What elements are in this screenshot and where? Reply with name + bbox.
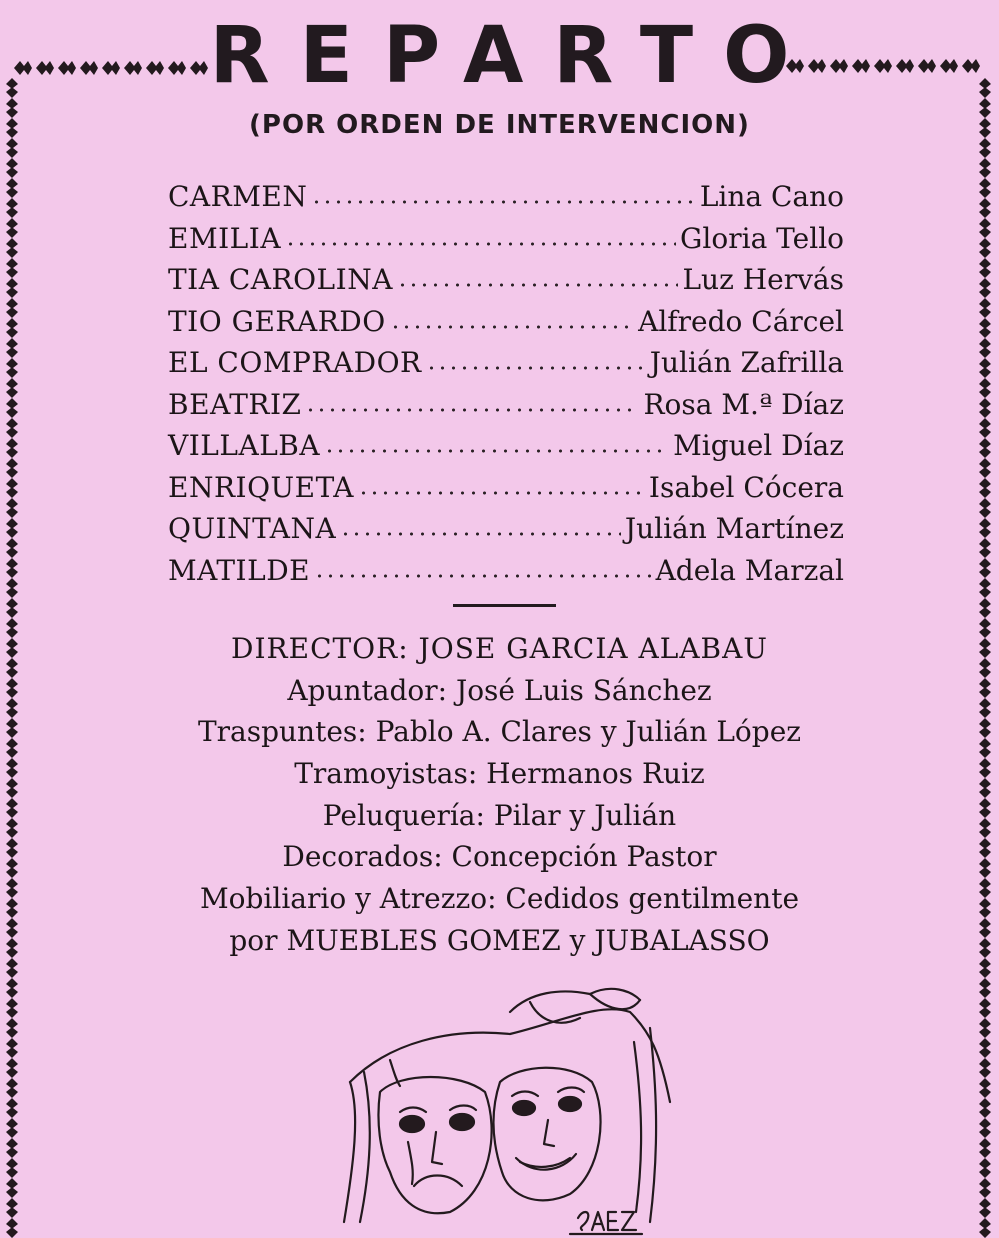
cast-row — [168, 259, 844, 301]
cast-row — [168, 384, 844, 426]
cast-role: TIO GERARDO — [168, 304, 386, 338]
theater-masks-icon — [330, 972, 680, 1238]
cast-role: QUINTANA — [168, 512, 337, 545]
page-title: REPARTO — [209, 11, 820, 101]
cast-role: ENRIQUETA — [168, 470, 354, 504]
cast-role: VILLALBA — [168, 429, 321, 462]
dot-leader — [285, 242, 676, 246]
cast-role: BEATRIZ — [168, 387, 302, 421]
cast-actor: Miguel Díaz — [673, 429, 844, 462]
cast-row — [168, 176, 844, 218]
cast-row — [168, 301, 844, 343]
dot-leader — [311, 200, 695, 204]
dot-leader — [426, 366, 646, 370]
cast-row — [168, 342, 844, 384]
credit-sets: Decorados: Concepción Pastor — [282, 840, 717, 874]
dot-leader — [397, 283, 679, 287]
cast-actor: Isabel Cócera — [648, 470, 844, 504]
credits-block — [0, 628, 999, 962]
credit-prompter: Apuntador: José Luis Sánchez — [287, 673, 712, 707]
cast-role: CARMEN — [168, 180, 308, 213]
credit-hair: Peluquería: Pilar y Julián — [322, 798, 677, 832]
cast-role: EL COMPRADOR — [168, 346, 422, 379]
credit-stagehands: Traspuntes: Pablo A. Clares y Julián López — [197, 715, 802, 749]
dot-leader — [314, 574, 652, 578]
cast-row — [168, 508, 844, 550]
cast-actor: Lina Cano — [699, 180, 844, 213]
credit-riggers: Tramoyistas: Hermanos Ruiz — [294, 757, 705, 791]
cast-actor: Rosa M.ª Díaz — [643, 387, 844, 421]
cast-role: EMILIA — [168, 221, 282, 255]
cast-row — [168, 467, 844, 509]
credit-director: DIRECTOR: JOSE GARCIA ALABAU — [231, 632, 768, 665]
cast-actor: Julián Zafrilla — [649, 346, 844, 379]
page-subtitle: (POR ORDEN DE INTERVENCION) — [249, 110, 750, 140]
section-divider — [453, 604, 556, 607]
cast-actor: Adela Marzal — [655, 553, 844, 587]
credit-furniture-2: por MUEBLES GOMEZ y JUBALASSO — [229, 923, 770, 957]
credit-furniture-1: Mobiliario y Atrezzo: Cedidos gentilmente — [199, 882, 800, 916]
cast-role: TIA CAROLINA — [168, 263, 393, 296]
cast-row — [168, 218, 844, 260]
cast-actor: Alfredo Cárcel — [638, 304, 844, 338]
dot-leader — [390, 325, 634, 329]
dot-leader — [340, 532, 621, 536]
cast-list — [168, 176, 844, 591]
cast-actor: Gloria Tello — [680, 221, 844, 255]
cast-actor: Julián Martínez — [624, 512, 844, 545]
dot-leader — [305, 408, 639, 412]
dot-leader — [358, 491, 645, 495]
cast-actor: Luz Hervás — [682, 263, 844, 296]
cast-row — [168, 425, 844, 467]
cast-row — [168, 550, 844, 592]
cast-role: MATILDE — [168, 553, 311, 587]
dot-leader — [324, 449, 669, 453]
